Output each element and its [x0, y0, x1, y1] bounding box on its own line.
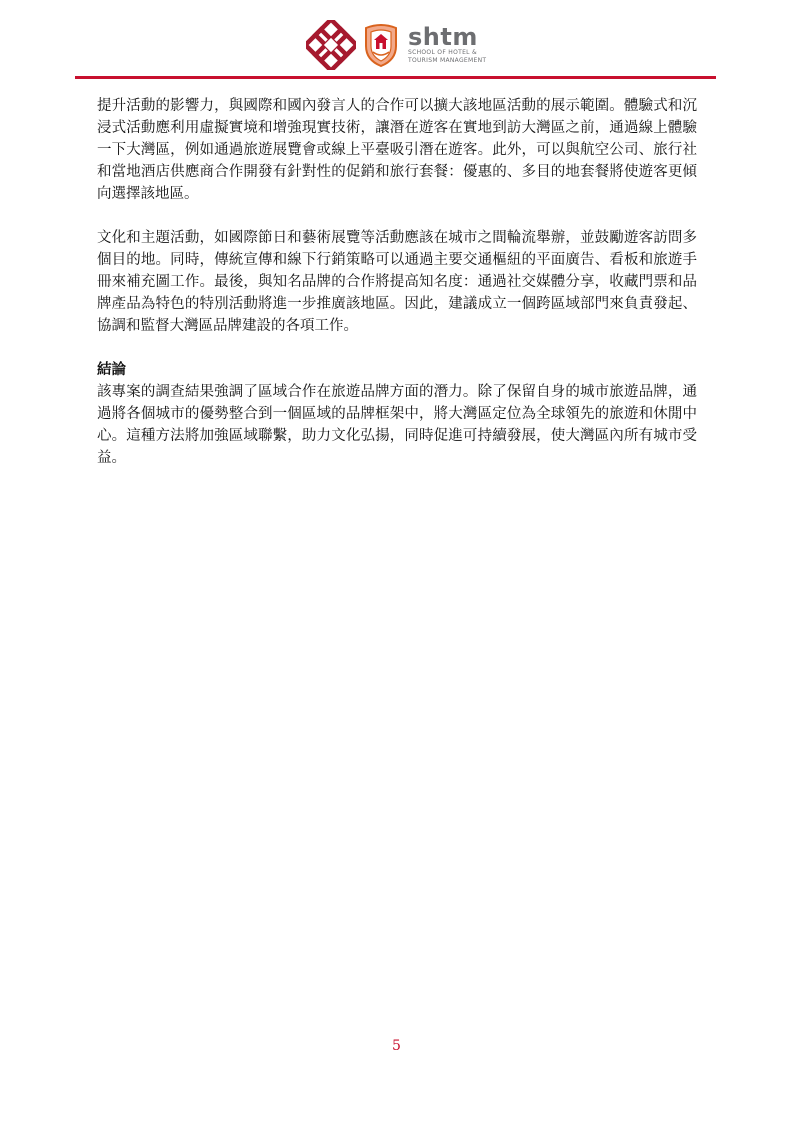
shtm-crest-icon — [362, 22, 400, 68]
shtm-brand — [408, 25, 486, 65]
brand-subtitle-line-1: SCHOOL OF HOTEL & — [408, 49, 478, 56]
page-header — [0, 0, 793, 80]
document-body — [97, 95, 697, 469]
paragraph-spacer — [97, 337, 697, 359]
page-number: 5 — [392, 1038, 401, 1054]
brand-name: shtm — [408, 23, 478, 51]
body-paragraph-2: 文化和主題活動，如國際節日和藝術展覽等活動應該在城市之間輪流舉辦，並鼓勵遊客訪問多個目的地。同時，傳統宣傳和線下行銷策略可以通過主要交通樞紐的平面廣告、看板和旅遊手冊來補充圖工作。最後，與知名品牌的合作將提高知名度：通過社交媒體分享，收藏門票和品牌產品為特色的特別活動將進一步推廣該地區。因此，建議成立一個跨區域部門來負責發起、協調和監督大灣區品牌建設的各項工作。 — [97, 230, 697, 334]
polyu-logo-icon — [306, 20, 356, 70]
body-paragraph-1: 提升活動的影響力，與國際和國內發言人的合作可以擴大該地區活動的展示範圍。體驗式和沉浸式活動應利用虛擬實境和增強現實技術，讓潛在遊客在實地到訪大灣區之前，通過線上體驗一下大灣區，例如通過旅遊展覽會或線上平臺吸引潛在遊客。此外，可以與航空公司、旅行社和當地酒店供應商合作開發有針對性的促銷和旅行套餐：優惠的、多目的地套餐將使遊客更傾向選擇該地區。 — [97, 98, 697, 202]
paragraph-spacer — [97, 205, 697, 227]
header-logos — [306, 20, 486, 70]
conclusion-paragraph: 該專案的調查結果強調了區域合作在旅遊品牌方面的潛力。除了保留自身的城市旅遊品牌，通過將各個城市的優勢整合到一個區域的品牌框架中，將大灣區定位為全球領先的旅遊和休閒中心。這種方法將加強區域聯繫，助力文化弘揚，同時促進可持續發展，使大灣區內所有城市受益。 — [97, 384, 697, 466]
header-divider — [75, 76, 716, 79]
conclusion-heading: 結論 — [97, 361, 126, 378]
brand-subtitle-line-2: TOURISM MANAGEMENT — [408, 57, 487, 64]
